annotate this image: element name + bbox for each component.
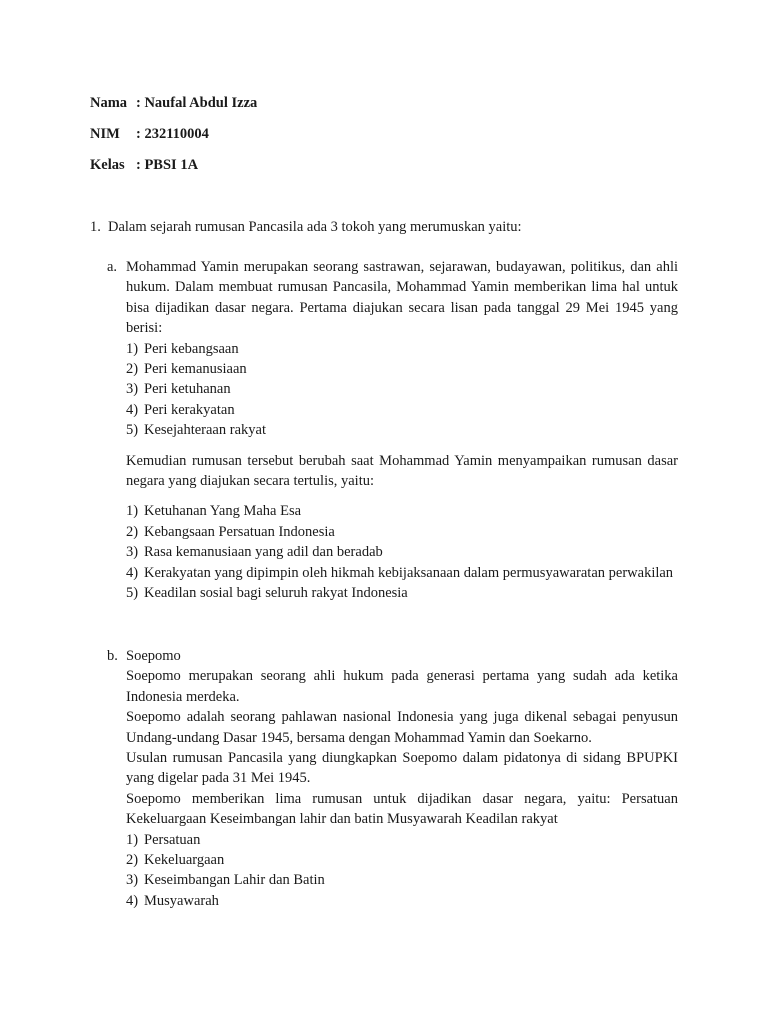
section-b-paragraph: Soepomo memberikan lima rumusan untuk dijadikan dasar negara, yaitu: Persatuan Kekeluargaan Keseimbangan lahir dan batin Musyawarah Keadilan rakyat [126, 790, 678, 828]
header-nama [90, 93, 257, 113]
section-b [107, 646, 678, 911]
nama-value: : Naufal Abdul Izza [136, 95, 258, 111]
section-a-list-1 [126, 339, 678, 441]
kelas-value: : PBSI 1A [136, 157, 199, 173]
list-item: 4) Kerakyatan yang dipimpin oleh hikmah kebijaksanaan dalam permusyawaratan perwakilan [126, 564, 674, 581]
list-item: 5) Kesejahteraan rakyat [126, 422, 266, 439]
section-b-title: Soepomo [126, 648, 181, 664]
section-b-list [126, 830, 678, 912]
list-item: 2) Peri kemanusiaan [126, 361, 247, 378]
header-nim [90, 124, 209, 144]
list-item: 3) Rasa kemanusiaan yang adil dan beradab [126, 544, 383, 561]
section-b-paragraph: Soepomo merupakan seorang ahli hukum pada generasi pertama yang sudah ada ketika Indonesia merdeka. [126, 668, 678, 705]
section-b-paragraph: Usulan rumusan Pancasila yang diungkapkan Soepomo dalam pidatonya di sidang BPUPKI yang digelar pada 31 Mei 1945. [126, 750, 678, 787]
section-a-letter: a. [107, 259, 118, 275]
section-a-middle: Kemudian rumusan tersebut berubah saat Mohammad Yamin menyampaikan rumusan dasar negara yang diajukan secara tertulis, yaitu: [126, 452, 678, 490]
kelas-label: Kelas [90, 157, 125, 173]
nama-label: Nama [90, 95, 128, 111]
section-b-paragraph: Soepomo adalah seorang pahlawan nasional Indonesia yang juga dikenal sebagai penyusun Undang-undang Dasar 1945, bersama dengan Mohammad Yamin dan Soekarno. [126, 709, 678, 746]
list-item: 1) Ketuhanan Yang Maha Esa [126, 503, 302, 520]
nim-value: : 232110004 [136, 126, 209, 142]
section-b-letter: b. [107, 648, 118, 664]
header-kelas [90, 155, 198, 175]
list-item: 2) Kekeluargaan [126, 852, 225, 869]
nim-label: NIM [90, 126, 120, 142]
list-item: 4) Musyawarah [126, 892, 219, 909]
section-a [107, 257, 678, 604]
section-a-list-2 [126, 501, 678, 603]
list-item: 1) Persatuan [126, 831, 201, 848]
question-text: Dalam sejarah rumusan Pancasila ada 3 tokoh yang merumuskan yaitu: [108, 219, 522, 235]
section-a-intro: Mohammad Yamin merupakan seorang sastrawan, sejarawan, budayawan, politikus, dan ahli hukum. Dalam membuat rumusan Pancasila, Mohammad Yamin memberikan lima hal untuk bisa dijadikan dasar negara. Pertama diajukan secara lisan pada tanggal 29 Mei 1945 yang berisi: [126, 259, 678, 337]
list-item: 1) Peri kebangsaan [126, 340, 239, 357]
list-item: 2) Kebangsaan Persatuan Indonesia [126, 523, 335, 540]
question-number: 1. [90, 219, 101, 235]
list-item: 3) Peri ketuhanan [126, 381, 231, 398]
question-1 [90, 217, 678, 237]
list-item: 4) Peri kerakyatan [126, 401, 235, 418]
list-item: 3) Keseimbangan Lahir dan Batin [126, 872, 325, 889]
list-item: 5) Keadilan sosial bagi seluruh rakyat Indonesia [126, 585, 408, 602]
